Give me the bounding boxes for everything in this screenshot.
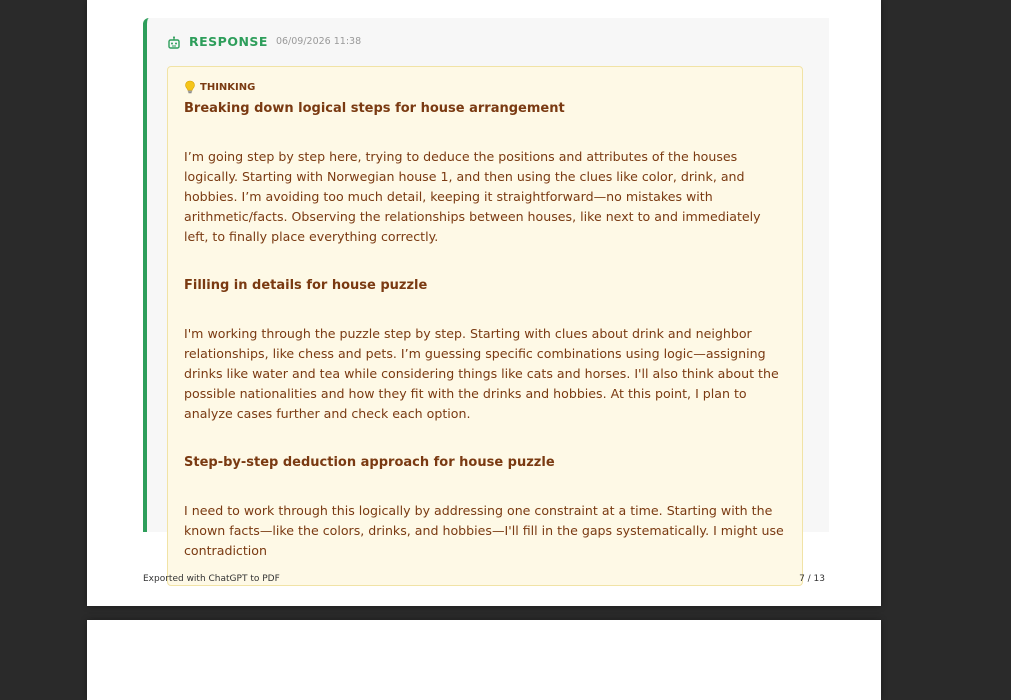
- response-card: [143, 18, 829, 558]
- response-header: [167, 34, 361, 49]
- thinking-header: [184, 79, 786, 95]
- robot-icon: [167, 35, 181, 49]
- thinking-section-body: I’m going step by step here, trying to deduce the positions and attributes of the houses logically. Starting with Norwegian house 1, and then using the clues like color, drink, and hobbies. I’m avoiding too much detail, keeping it straightforward—no mistakes with arithmetic/facts. Observing the relationships between houses, like next to and immediately left, to finally place everything correctly.: [184, 149, 761, 244]
- footer-page-number: 7 / 13: [799, 574, 825, 584]
- response-timestamp: 06/09/2026 11:38: [275, 36, 362, 47]
- lightbulb-icon: [184, 80, 196, 94]
- response-label: RESPONSE: [189, 34, 268, 49]
- pdf-page: [87, 0, 881, 606]
- thinking-section-body: I need to work through this logically by addressing one constraint at a time. Starting with the known facts—like the colors, drinks, and hobbies—I'll fill in the gaps systematically. I might use contradiction: [184, 503, 784, 558]
- thinking-section-heading: Filling in details for house puzzle: [184, 278, 428, 293]
- pdf-next-page: [87, 620, 881, 700]
- thinking-section-heading: Step-by-step deduction approach for house puzzle: [184, 455, 555, 470]
- thinking-box: [167, 66, 803, 586]
- footer-export-note: Exported with ChatGPT to PDF: [143, 574, 280, 584]
- thinking-label: THINKING: [200, 81, 256, 93]
- thinking-section-body: I'm working through the puzzle step by step. Starting with clues about drink and neighbor relationships, like chess and pets. I’m guessing specific combinations using logic—assigning drinks like water and tea while considering things like cats and horses. I'll also think about the possible nationalities and how they fit with the drinks and hobbies. At this point, I plan to analyze cases further and check each option.: [184, 326, 779, 421]
- thinking-section-heading: Breaking down logical steps for house arrangement: [184, 101, 565, 116]
